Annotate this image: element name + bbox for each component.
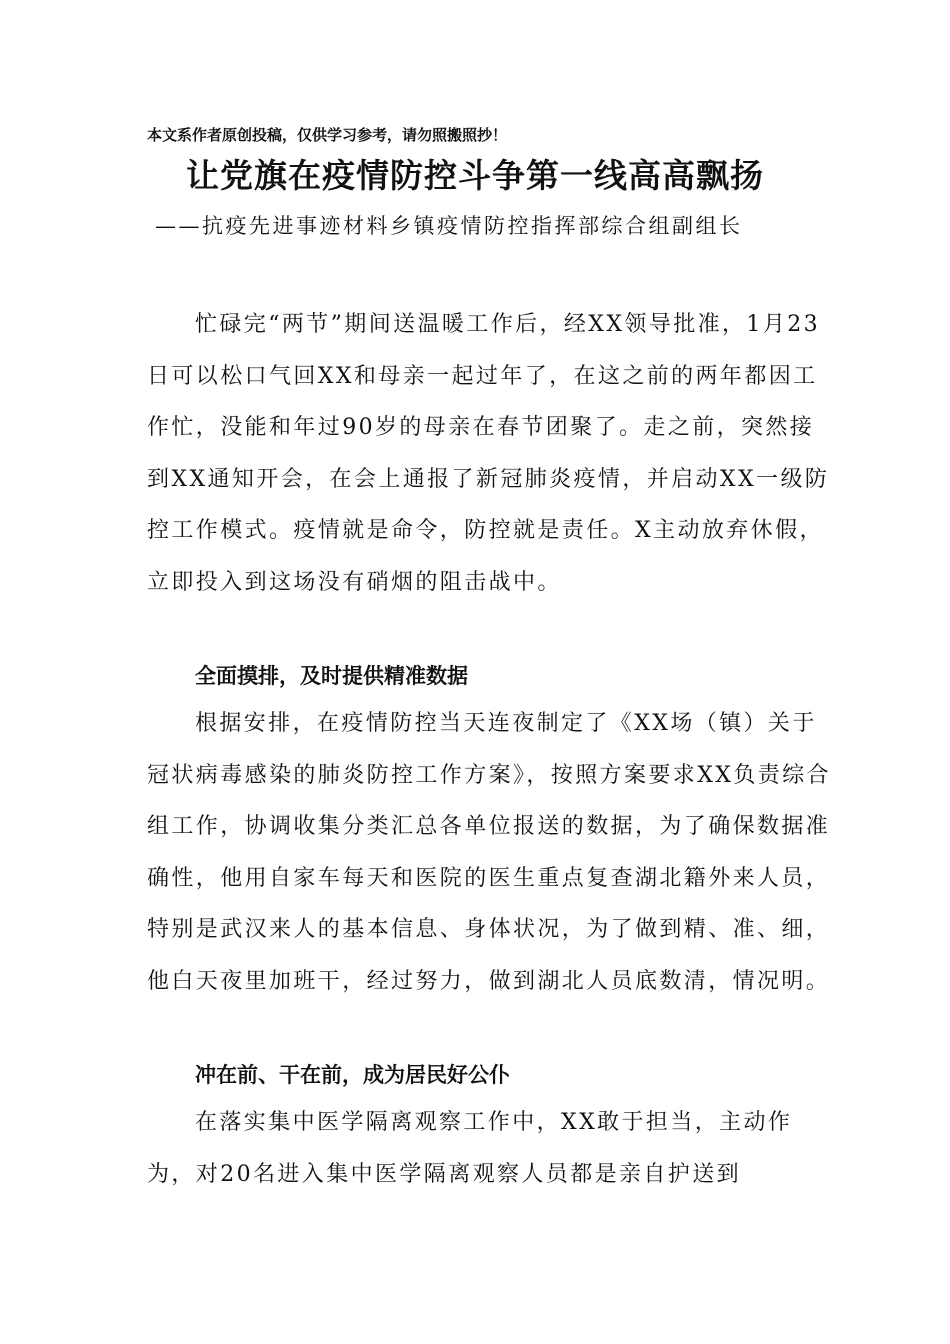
paragraph-data-survey: 根据安排，在疫情防控当天连夜制定了《XX场（镇）关于冠状病毒感染的肺炎防控工作方案》，按照方案要求XX负责综合组工作，协调收集分类汇总各单位报送的数据，为了确保数据准确性，他用自家车每天和医院的医生重点复查湖北籍外来人员，特别是武汉来人的基本信息、身体状况，为了做到精、准、细，他白天夜里加班干，经过努力，做到湖北人员底数清，情况明。 bbox=[147, 711, 831, 994]
paragraph-intro: 忙碌完“两节”期间送温暖工作后，经XX领导批准，1月23日可以松口气回XX和母亲一起过年了，在这之前的两年都因工作忙，没能和年过90岁的母亲在春节团聚了。走之前，突然接到XX通知开会，在会上通报了新冠肺炎疫情，并启动XX一级防控工作模式。疫情就是命令，防控就是责任。X主动放弃休假，立即投入到这场没有硝烟的阻击战中。 bbox=[147, 312, 830, 595]
section-heading-frontline: 冲在前、干在前，成为居民好公仆 bbox=[195, 1063, 510, 1087]
copyright-notice: 本文系作者原创投稿，仅供学习参考，请勿照搬照抄！ bbox=[147, 126, 508, 144]
paragraph-frontline: 在落实集中医学隔离观察工作中，XX敢于担当，主动作为，对20名进入集中医学隔离观察人员都是亲自护送到 bbox=[147, 1110, 793, 1187]
document-title: 让党旗在疫情防控斗争第一线高高飘扬 bbox=[186, 156, 764, 195]
document-subtitle: ——抗疫先进事迹材料乡镇疫情防控指挥部综合组副组长 bbox=[155, 214, 743, 238]
section-heading-data-survey: 全面摸排，及时提供精准数据 bbox=[195, 664, 468, 688]
